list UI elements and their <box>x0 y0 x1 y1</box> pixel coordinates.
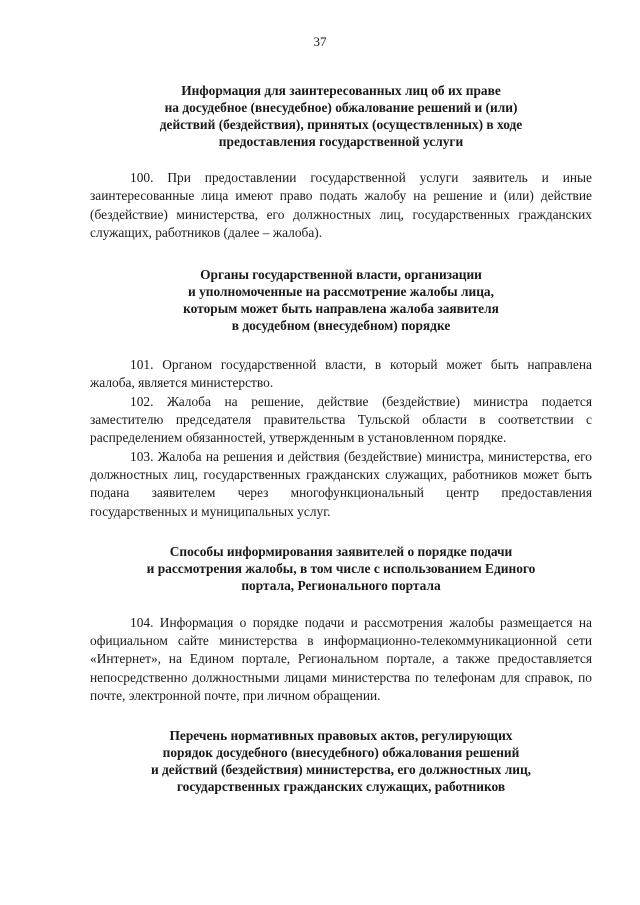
section-appeal-right <box>90 82 592 242</box>
page-number: 37 <box>313 34 327 49</box>
section-heading: Перечень нормативных правовых актов, регулирующих порядок досудебного (внесудебного) обжалования решений и действий (бездействия) министерства, его должностных лиц, государственных гражданских служащих, работников <box>150 728 532 795</box>
paragraph-103: 103. Жалоба на решения и действия (бездействие) министра, министерства, его должностных лиц, государственных гражданских служащих, работников может быть подана заявителем через многофункциональный центр предоставления государственных и муниципальных услуг. <box>90 448 592 519</box>
section-heading: Информация для заинтересованных лиц об их праве на досудебное (внесудебное) обжалование решений и (или) действий (бездействия), принятых (осуществленных) в ходе предоставления государственной услуги <box>159 83 523 149</box>
page-content <box>90 82 592 795</box>
section-heading: Способы информирования заявителей о порядке подачи и рассмотрения жалобы, в том числе с использованием Единого портала, Регионального портала <box>146 543 536 593</box>
paragraph-101: 101. Органом государственной власти, в который может быть направлена жалоба, является министерство. <box>90 357 592 391</box>
paragraph-104: 104. Информация о порядке подачи и рассмотрения жалобы размещается на официальном сайте министерства в информационно-телекоммуникационной сети «Интернет», на Едином портале, Региональном портале, а также предоставляется непосредственно должностными лицами министерства по телефонам для справок, по почте, электронной почте, при личном обращении. <box>90 614 592 704</box>
section-authorities <box>90 266 592 521</box>
section-heading: Органы государственной власти, организации и уполномоченные на рассмотрение жалобы лица, которым может быть направлена жалоба заявителя в досудебном (внесудебном) порядке <box>183 267 499 334</box>
paragraph-102: 102. Жалоба на решение, действие (бездействие) министра подается заместителю председателя правительства Тульской области в соответствии с распределением обязанностей, утвержденным в установленном порядке. <box>90 393 592 446</box>
section-legal-acts <box>90 727 592 795</box>
section-informing-methods <box>90 543 592 705</box>
paragraph-100: 100. При предоставлении государственной услуги заявитель и иные заинтересованные лица имеют право подать жалобу на решение и (или) действие (бездействие) министерства, его должностных лиц, государственных гражданских служащих, работников (далее – жалоба). <box>90 170 592 240</box>
